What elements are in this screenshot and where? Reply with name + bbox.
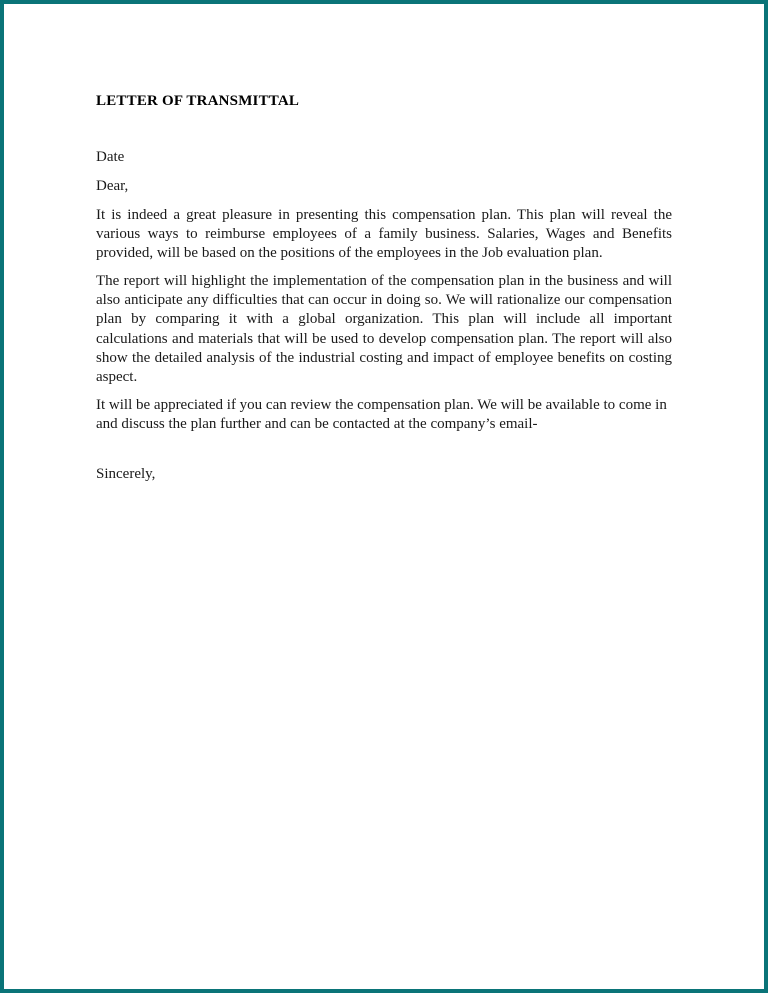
- salutation: Dear,: [96, 177, 129, 194]
- letter-content: [4, 4, 764, 484]
- paragraph-introduction: It is indeed a great pleasure in presenting this compensation plan. This plan will reveal the various ways to reimburse employees of a family business. Salaries, Wages and Benefits provided, will be based on the positions of the employees in the Job evaluation plan.: [96, 206, 672, 262]
- letter-title: LETTER OF TRANSMITTAL: [96, 93, 300, 109]
- paragraph-review-request: It will be appreciated if you can review the compensation plan. We will be available to come in and discuss the plan further and can be contacted at the company’s email-: [96, 396, 667, 432]
- date-line: Date: [96, 149, 125, 166]
- closing-signature: Sincerely,: [96, 466, 156, 483]
- paragraph-report-details: The report will highlight the implementation of the compensation plan in the business and will also anticipate any difficulties that can occur in doing so. We will rationalize our compensation plan by comparing it with a global organization. This plan will include all important calculations and materials that will be used to develop compensation plan. The report will also show the detailed analysis of the industrial costing and impact of employee benefits on costing aspect.: [96, 272, 672, 386]
